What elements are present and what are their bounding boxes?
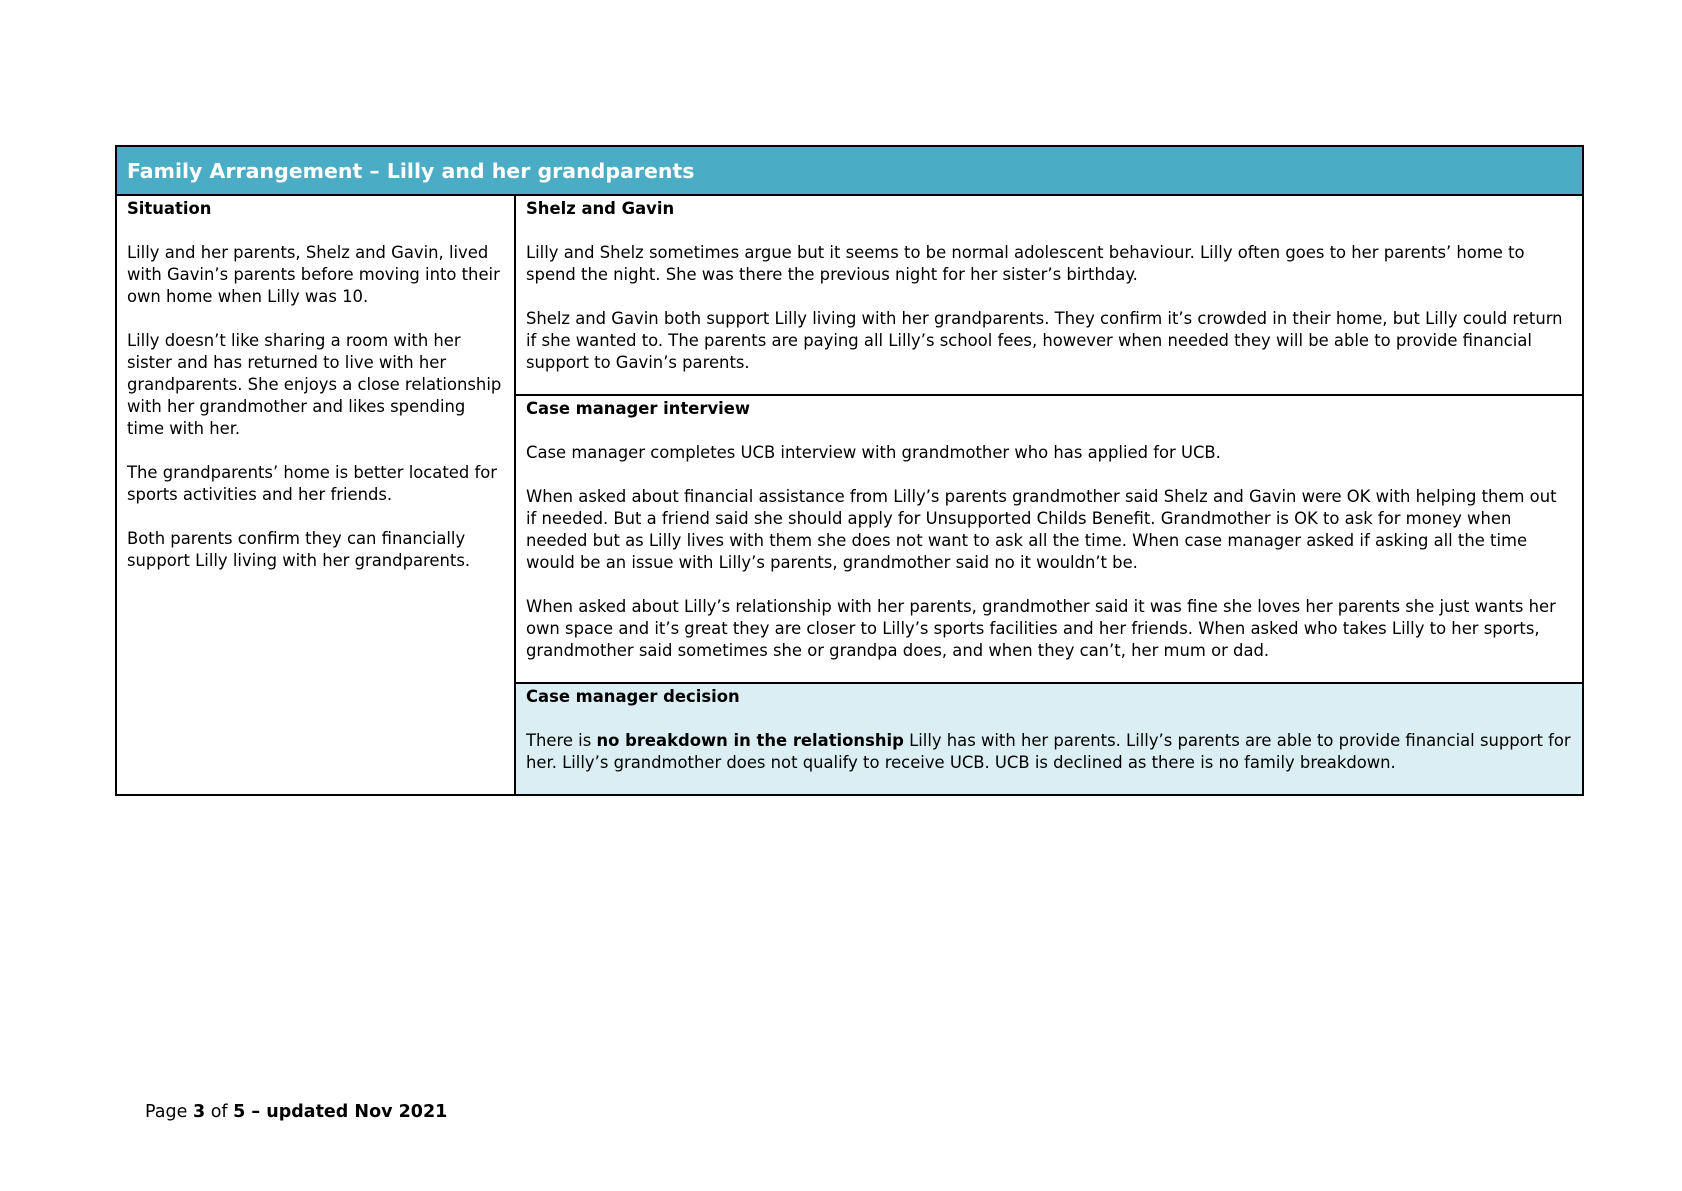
page-label: Page <box>145 1102 193 1122</box>
shelz-gavin-paragraph: Shelz and Gavin both support Lilly living with her grandparents. They confirm it’s crowded in their home, but Lilly could return if she wanted to. The parents are paying all Lilly’s school fees, however when needed they will be able to provide financial support to Gavin’s parents. <box>526 309 1563 372</box>
interview-paragraph: When asked about Lilly’s relationship with her parents, grandmother said it was fine she loves her parents she just wants her own space and it’s great they are closer to Lilly’s sports facilities and her friends. When asked who takes Lilly to her sports, grandmother said sometimes she or grandpa does, and when they can’t, her mum or dad. <box>526 597 1556 660</box>
interview-paragraph: When asked about financial assistance from Lilly’s parents grandmother said Shelz and Gavin were OK with helping them out if needed. But a friend said she should apply for Unsupported Childs Benefit. Grandmother is OK to ask for money when needed but as Lilly lives with them she does not want to ask all the time. When case manager asked if asking all the time would be an issue with Lilly’s parents, grandmother said no it wouldn’t be. <box>526 487 1557 572</box>
decision-heading: Case manager decision <box>526 687 740 706</box>
decision-cell <box>516 684 1582 794</box>
interview-paragraph: Case manager completes UCB interview with grandmother who has applied for UCB. <box>526 443 1221 462</box>
updated-date: – updated Nov 2021 <box>245 1102 448 1122</box>
page-footer <box>145 1102 447 1122</box>
situation-paragraph: Both parents confirm they can financially support Lilly living with her grandparents. <box>127 529 471 570</box>
family-arrangement-table <box>115 145 1584 796</box>
situation-cell <box>117 196 516 794</box>
situation-heading: Situation <box>127 199 212 218</box>
shelz-gavin-cell <box>516 196 1582 396</box>
decision-paragraph <box>526 730 1572 774</box>
table-title: Family Arrangement – Lilly and her grandparents <box>117 147 1582 196</box>
of-label: of <box>205 1102 234 1122</box>
page-number: 3 <box>192 1102 206 1122</box>
interview-cell <box>516 396 1582 684</box>
decision-text: There is <box>526 731 597 750</box>
page-total: 5 <box>233 1102 246 1122</box>
situation-paragraph: Lilly and her parents, Shelz and Gavin, lived with Gavin’s parents before moving into their own home when Lilly was 10. <box>127 243 500 306</box>
decision-emphasis: no breakdown in the relationship <box>596 731 904 750</box>
shelz-gavin-paragraph: Lilly and Shelz sometimes argue but it seems to be normal adolescent behaviour. Lilly often goes to her parents’ home to spend the night. She was there the previous night for her sister’s birthday. <box>526 243 1525 284</box>
situation-paragraph: The grandparents’ home is better located for sports activities and her friends. <box>127 463 498 504</box>
situation-paragraph: Lilly doesn’t like sharing a room with her sister and has returned to live with her grandparents. She enjoys a close relationship with her grandmother and likes spending time with her. <box>127 331 502 438</box>
interview-heading: Case manager interview <box>526 399 751 418</box>
decision-text: Lilly has with her parents. Lilly’s parents are able to provide financial support for her. Lilly’s grandmother does not qualify to receive UCB. UCB is declined as there is no family breakdown. <box>526 731 1571 772</box>
shelz-gavin-heading: Shelz and Gavin <box>526 199 675 218</box>
